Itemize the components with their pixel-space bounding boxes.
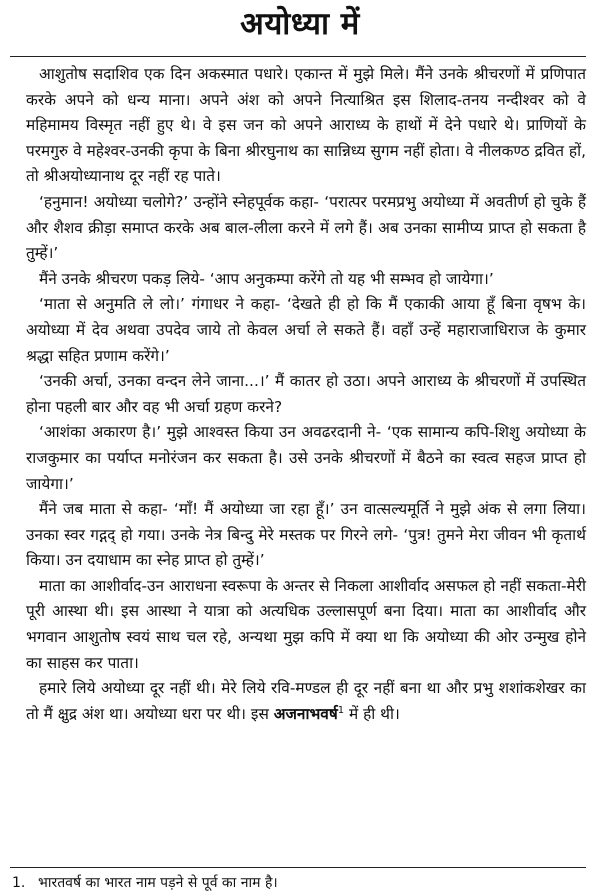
chapter-body: [26, 62, 586, 727]
paragraph: ‘माता से अनुमति ले लो।’ गंगाधर ने कहा- ‘देखते ही हो कि मैं एकाकी आया हूँ बिना वृषभ के। अयोध्या में देव अथवा उपदेव जाये तो केवल अर्चा ले सकते हैं। वहाँ उन्हें महाराजाधिराज के कुमार श्रद्धा सहित प्रणाम करेंगे।’: [26, 295, 586, 365]
footnote: [12, 872, 588, 894]
chapter-title: अयोध्या में: [240, 6, 360, 42]
paragraph: ‘हनुमान! अयोध्या चलोगे?’ उन्होंने स्नेहपूर्वक कहा- ‘परात्पर परमप्रभु अयोध्या में अवतीर्ण हो चुके हैं और शैशव क्रीड़ा समाप्त करके अब बाल-लीला करने में लगे हैं। अब उनका सामीप्य प्राप्त हो सकता है तुम्हें।’: [26, 192, 586, 263]
footnote-number: 1.: [12, 875, 26, 891]
paragraph: आशुतोष सदाशिव एक दिन अकस्मात पधारे। एकान्त में मुझे मिले। मैंने उनके श्रीचरणों में प्रणिपात करके अपने को धन्य माना। अपने अंश को अपने नित्याश्रित इस शिलाद-तनय नन्दीश्वर को वे महिमामय विस्मृत नहीं हुए थे। वे इस जन को अपने आराध्य के हाथों में देने पधारे थे। प्राणियों के परमगुरु वे महेश्वर-उनकी कृपा के बिना श्रीरघुनाथ का सान्निध्य सुगम नहीं होता। वे नीलकण्ठ द्रवित हों, तो श्रीअयोध्यानाथ दूर नहीं रह पाते।: [26, 65, 586, 186]
footnote-marker[interactable]: 1: [337, 704, 345, 716]
paragraph: ‘आशंका अकारण है।’ मुझे आश्वस्त किया उन अवढरदानी ने- ‘एक सामान्य कपि-शिशु अयोध्या के राजकुमार का पर्याप्त मनोरंजन कर सकता है। उसे उनके श्रीचरणों में बैठने का स्वत्व सहज प्राप्त हो जायेगा।’: [26, 423, 586, 493]
paragraph-text: हमारे लिये अयोध्या दूर नहीं थी। मेरे लिये रवि-मण्डल ही दूर नहीं बना था और प्रभु शशांकशेखर का तो मैं क्षुद्र अंश था। अयोध्या धरा पर थी। इस: [26, 679, 586, 723]
paragraph-text-end: में ही थी।: [344, 704, 400, 723]
paragraph-last: [26, 676, 586, 727]
footnote-text: भारतवर्ष का भारत नाम पड़ने से पूर्व का नाम है।: [38, 875, 278, 891]
title-rule: [10, 56, 586, 57]
paragraph: मैंने जब माता से कहा- ‘माँ! मैं अयोध्या जा रहा हूँ।’ उन वात्सल्यमूर्ति ने मुझे अंक से लगा लिया। उनका स्वर गद्गद् हो गया। उनके नेत्र बिन्दु मेरे मस्तक पर गिरने लगे- ‘पुत्र! तुमने मेरा जीवन भी कृतार्थ किया। उन दयाधाम का स्नेह प्राप्त हो तुम्हें।’: [26, 500, 586, 570]
paragraph: मैंने उनके श्रीचरण पकड़ लिये- ‘आप अनुकम्पा करेंगे तो यह भी सम्भव हो जायेगा।’: [39, 269, 494, 288]
paragraph: ‘उनकी अर्चा, उनका वन्दन लेने जाना...।’ मैं कातर हो उठा। अपने आराध्य के श्रीचरणों में उपस्थित होना पहली बार और वह भी अर्चा ग्रहण करने?: [26, 372, 586, 416]
term-ajanabhavarsha: अजनाभवर्ष: [273, 704, 338, 723]
paragraph: माता का आशीर्वाद-उन आराधना स्वरूपा के अन्तर से निकला आशीर्वाद असफल हो नहीं सकता-मेरी पूरी आस्था थी। इस आस्था ने यात्रा को अत्यधिक उल्लासपूर्ण बना दिया। माता का आशीर्वाद और भगवान आशुतोष स्वयं साथ चल रहे, अन्यथा मुझ कपि में क्या था कि अयोध्या की ओर उन्मुख होने का साहस कर पाता।: [26, 576, 586, 672]
footnote-rule: [10, 867, 586, 868]
